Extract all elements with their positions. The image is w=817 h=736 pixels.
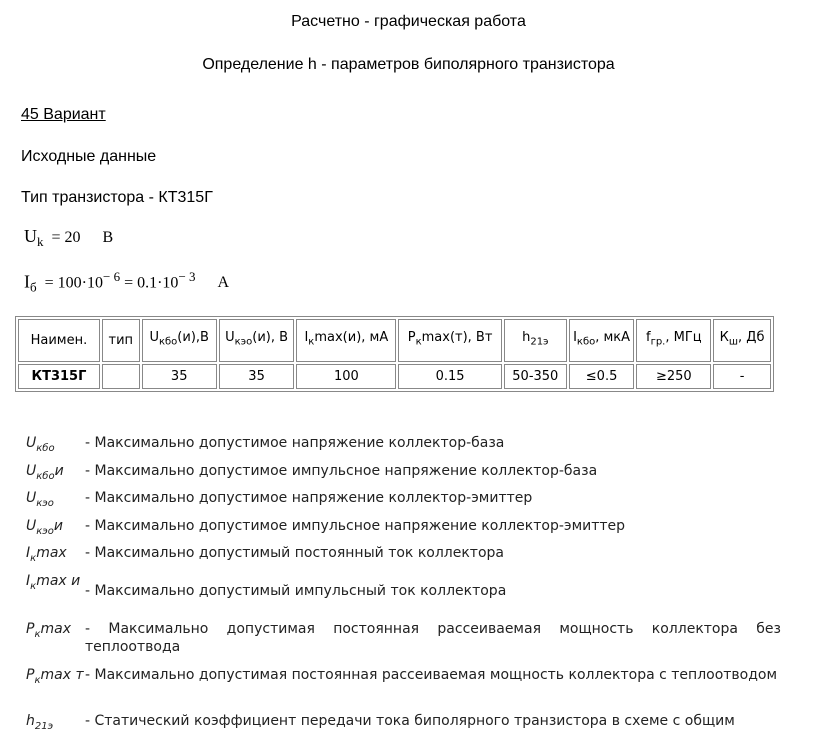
formula-ib-sup-b: − 3: [178, 269, 196, 284]
def-sym-main: I: [26, 545, 31, 561]
header-ksh-main: К: [719, 330, 729, 346]
definition-text: - Максимально допустимый импульсный ток коллектора: [85, 583, 507, 599]
formula-uk: [24, 226, 113, 250]
def-sym-main: P: [26, 667, 35, 683]
source-data-label: Исходные данные: [21, 148, 157, 165]
def-sym-main: I: [26, 573, 31, 589]
header-ikbo-rest: , мкА: [595, 330, 631, 346]
definition-symbol: [26, 489, 86, 513]
def-sym-sub: кбо: [36, 442, 55, 454]
def-sym-sub: 21э: [34, 720, 54, 732]
def-sym-suffix: и: [54, 463, 64, 479]
parameters-table: [15, 316, 774, 392]
definition-text: - Максимально допустимое импульсное напряжение коллектор-база: [85, 463, 598, 479]
cell-h21e: 50-350: [504, 364, 567, 389]
cell-ukeo: 35: [219, 364, 295, 389]
definition-text: - Максимально допустимый постоянный ток коллектора: [85, 545, 504, 561]
table-header-row: [18, 319, 771, 362]
header-ksh-rest: , Дб: [738, 330, 765, 346]
transistor-type: Тип транзистора - КТ315Г: [21, 189, 213, 206]
definition-symbol: [26, 544, 86, 568]
header-ukeo-sub: кэо: [234, 336, 253, 348]
formula-ib-symbol: I: [24, 271, 30, 292]
formula-uk-expr: = 20: [51, 229, 81, 246]
header-fgr-main: f: [646, 330, 651, 346]
header-name-label: Наимен.: [30, 332, 88, 348]
page-title: Расчетно - графическая работа: [291, 13, 526, 30]
definition-text: - Максимально допустимое импульсное напряжение коллектор-эмиттер: [85, 518, 626, 534]
header-fgr: [636, 319, 711, 362]
cell-pkmax: 0.15: [398, 364, 502, 389]
header-pkmax-main: P: [407, 330, 416, 346]
cell-ukbo: 35: [142, 364, 217, 389]
def-sym-main: P: [26, 621, 35, 637]
def-sym-main: U: [26, 463, 37, 479]
definition-text: - Максимально допустимое напряжение коллектор-эмиттер: [85, 490, 533, 506]
def-sym-suffix: max: [40, 621, 72, 637]
definition-symbol: [26, 517, 86, 541]
formula-uk-symbol: U: [24, 226, 37, 246]
cell-name: КТ315Г: [18, 364, 100, 389]
header-ukbo-rest: (и),В: [177, 330, 209, 346]
definition-symbol: [26, 712, 86, 736]
definition-symbol: [26, 620, 86, 644]
cell-fgr: ≥250: [636, 364, 711, 389]
cell-ksh: -: [713, 364, 771, 389]
header-ukeo-main: U: [225, 330, 235, 346]
header-ksh-sub: ш: [728, 336, 739, 348]
header-ukeo: [219, 319, 295, 362]
def-sym-suffix: max т: [40, 667, 84, 683]
formula-ib-expr-b: = 0.1·10: [124, 274, 179, 292]
definition-symbol: [26, 434, 86, 458]
def-sym-sub: к: [34, 628, 41, 640]
header-h21e-main: h: [522, 330, 531, 346]
header-h21e: [504, 319, 567, 362]
header-ikmax: [296, 319, 396, 362]
header-ukbo: [142, 319, 217, 362]
definition-symbol: [26, 462, 86, 486]
formula-ib: [24, 269, 229, 296]
header-fgr-rest: , МГц: [665, 330, 702, 346]
def-sym-sub: к: [30, 552, 37, 564]
header-ukbo-sub: кбо: [158, 336, 178, 348]
header-ksh: [713, 319, 771, 362]
header-pkmax: [398, 319, 502, 362]
header-fgr-sub: гр.: [650, 336, 666, 348]
header-ikmax-rest: max(и), мА: [314, 330, 389, 346]
header-ikmax-main: I: [304, 330, 309, 346]
cell-ikmax: 100: [296, 364, 396, 389]
definition-text: - Максимально допустимая постоянная рассеиваемая мощность коллектора с теплоотводом: [85, 667, 778, 683]
header-ikbo-sub: кбо: [576, 336, 596, 348]
def-sym-main: U: [26, 518, 37, 534]
formula-ib-expr-a: = 100·10: [44, 274, 103, 292]
def-sym-suffix: max и: [36, 573, 81, 589]
variant-heading: 45 Вариант: [21, 106, 106, 123]
header-type: [102, 319, 140, 362]
definition-symbol: [26, 666, 86, 690]
formula-ib-sup-a: − 6: [102, 269, 121, 284]
definition-text: - Статический коэффициент передачи тока биполярного транзистора в схеме с общим: [85, 713, 735, 729]
formula-ib-unit: А: [217, 274, 230, 292]
formula-uk-unit: В: [102, 229, 114, 246]
def-sym-main: h: [26, 713, 35, 729]
definition-text: - Максимально допустимое напряжение коллектор-база: [85, 435, 505, 451]
header-ukeo-rest: (и), В: [252, 330, 289, 346]
def-sym-main: U: [26, 490, 37, 506]
definition-text: - Максимально допустимая постоянная рассеиваемая мощность коллектора без теплоотвода: [85, 621, 781, 655]
cell-type: [102, 364, 140, 389]
def-sym-sub: к: [34, 674, 41, 686]
def-sym-sub: к: [30, 580, 37, 592]
formula-uk-sub: k: [37, 234, 44, 250]
def-sym-sub: кбо: [36, 470, 55, 482]
def-sym-main: U: [26, 435, 37, 451]
header-name: [18, 319, 100, 362]
header-ikbo: [569, 319, 635, 362]
header-h21e-sub: 21э: [530, 336, 549, 348]
header-pkmax-sub: к: [415, 336, 422, 348]
def-sym-sub: кэо: [36, 497, 54, 509]
page-subtitle: Определение h - параметров биполярного транзистора: [202, 56, 615, 73]
formula-ib-sub: б: [30, 279, 37, 295]
table-row: [18, 364, 771, 389]
header-type-label: тип: [108, 332, 134, 348]
cell-ikbo: ≤0.5: [569, 364, 635, 389]
header-ikmax-sub: к: [308, 336, 315, 348]
definition-symbol: [26, 572, 86, 596]
def-sym-sub: кэо: [36, 525, 54, 537]
def-sym-suffix: max: [36, 545, 67, 561]
header-ikbo-main: I: [573, 330, 577, 346]
header-ukbo-main: U: [149, 330, 159, 346]
header-pkmax-rest: max(т), Вт: [421, 330, 493, 346]
def-sym-suffix: и: [53, 518, 64, 534]
